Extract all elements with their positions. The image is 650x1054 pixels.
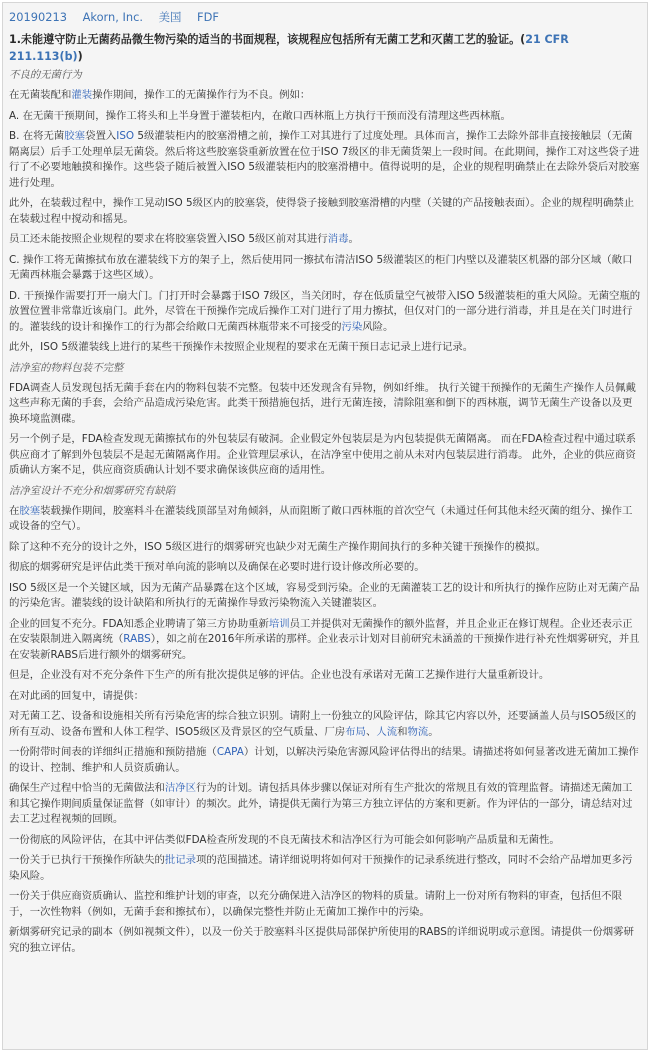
paragraph xyxy=(9,196,641,227)
country-link[interactable]: 美国 xyxy=(158,10,182,24)
glossary-link[interactable]: 洁净区 xyxy=(164,782,197,794)
paragraph xyxy=(9,925,641,956)
paragraph-text: 员工并提供对无菌操作的额外监督，并且企业正在修订规程。企业还表示正在安装限制进入隔离统（ xyxy=(9,617,633,645)
paragraph-text: 新烟雾研究记录的副本（例如视频文件），以及一份关于胶塞料斗区提供局部保护所使用的RABS的详细说明或示意图。请提供一份烟雾研究的独立评估。 xyxy=(9,926,634,954)
paragraph xyxy=(9,129,641,191)
paragraph xyxy=(9,668,641,684)
section-subheading: 洁净室的物料包装不完整 xyxy=(9,361,124,374)
paragraph-text: 在 xyxy=(9,504,20,517)
paragraph xyxy=(9,289,641,336)
glossary-link[interactable]: 胶塞 xyxy=(64,130,86,142)
paragraph-text: A. 在无菌干预期间，操作工将头和上半身置于灌装柜内，在敞口西林瓶上方执行干预而没有清理这些西林瓶。 xyxy=(9,109,511,122)
paragraph-text: 操作期间，操作工的无菌操作行为不良。例如： xyxy=(92,89,311,101)
paragraph-text: 此外，ISO 5级灌装线上进行的某些干预操作未按照企业规程的要求在无菌干预日志记录上进行记录。 xyxy=(9,341,474,353)
paragraph-text: 企业的回复不充分。FDA知悉企业聘请了第三方协助重新 xyxy=(9,617,269,630)
document-meta xyxy=(9,9,641,25)
paragraph xyxy=(9,504,641,535)
paragraph xyxy=(9,781,641,828)
paragraph xyxy=(9,889,641,920)
paragraph xyxy=(9,109,641,125)
paragraph-text: 行为的计划。请包括具体步骤以保证对所有生产批次的常规且有效的管理监督。请描述无菌加工和其它操作期间质量保证监督（如审计）的频次。此外，请提供无菌行为第三方独立评估的方案和更新。作为评估的一部分，请总结对过去工艺过程视频的回顾。 xyxy=(9,782,633,825)
paragraph-text: B. 在将无菌 xyxy=(9,130,65,142)
paragraph xyxy=(9,853,641,884)
glossary-link[interactable]: 人流 xyxy=(376,725,398,738)
glossary-link[interactable]: 污染 xyxy=(341,320,363,333)
paragraph-text: 5级灌装柜内的胶塞滑槽之前，操作工对其进行了过度处理。具体而言，操作工去除外部非直接接触层（无菌隔离层）后手工处理单层无菌袋。然后将这些胶塞袋重新放置在位于ISO 7级区的非无菌货架上一段时间。在此期间，操作工对这些袋子进行了不必要地触摸和操作。这些袋子随后被置入ISO 5级灌装柜内的胶塞滑槽中。值得说明的是，企业的规程明确禁止在去除外袋后对胶塞进行处理。 xyxy=(9,130,640,189)
paragraph xyxy=(9,833,641,849)
document-body xyxy=(9,68,641,956)
paragraph-text: 另一个例子是，FDA检查发现无菌擦拭布的外包装层有破洞。企业假定外包装层是为内包装提供无菌隔离。 而在FDA检查过程中通过联系供应商才了解到外包装层不是起无菌隔离作用。企业管理层承认，在洁净室中使用之前从未对内包装层进行消毒。 此外，企业的供应商资质确认方案不足，供应商资质确认计划不要求确保该供应商的适用性。 xyxy=(9,433,636,476)
paragraph-text: 一份关于已执行干预操作所缺失的 xyxy=(9,854,165,866)
glossary-link[interactable]: RABS xyxy=(123,633,151,645)
glossary-link[interactable]: 批记录 xyxy=(164,854,197,866)
paragraph xyxy=(9,340,641,356)
paragraph-text: 对无菌工艺、设备和设施相关所有污染危害的综合独立识别。请附上一份独立的风险评估，除其它内容以外，还要涵盖人员与ISO5级区的所有互动、设备布置和人体工程学、ISO5级区及背景区的空气质量、厂房 xyxy=(9,710,637,738)
paragraph-text: 风险。 xyxy=(362,320,394,333)
paragraph-text: 、 xyxy=(365,725,377,738)
heading-close: ) xyxy=(77,50,83,63)
company-link[interactable]: Akorn, Inc. xyxy=(82,10,143,24)
paragraph-text: FDA调查人员发现包括无菌手套在内的物料包装不完整。包装中还发现含有异物，例如纤维。 执行关键干预操作的无菌生产操作人员佩戴这些声称无菌的手套，会给产品造成污染危害。此类干预措施包括，进行无菌连接，清除阻塞和倒下的西林瓶，调节无菌生产设备以及更换环境监测碟。 xyxy=(9,381,636,425)
glossary-link[interactable]: 物流 xyxy=(407,725,429,738)
paragraph-text: 。 xyxy=(428,725,439,738)
paragraph xyxy=(9,253,641,284)
paragraph-text: 在无菌装配和 xyxy=(9,89,72,101)
paragraph-text: 员工还未能按照企业规程的要求在将胶塞袋置入ISO 5级区前对其进行 xyxy=(9,233,328,245)
glossary-link[interactable]: ISO xyxy=(116,130,135,142)
paragraph-text: 确保生产过程中恰当的无菌做法和 xyxy=(9,782,165,794)
paragraph xyxy=(9,709,641,740)
paragraph xyxy=(9,432,641,479)
paragraph xyxy=(9,581,641,612)
paragraph-text: C. 操作工将无菌擦拭布放在灌装线下方的架子上，然后使用同一擦拭布清洁ISO 5级灌装区的柜门内壁以及灌装区机器的部分区域（敞口无菌西林瓶会暴露于这些区域）。 xyxy=(9,253,633,281)
paragraph xyxy=(9,560,641,576)
agency-link[interactable]: FDF xyxy=(197,10,219,24)
observation-heading xyxy=(9,31,641,65)
paragraph-text: 袋置入 xyxy=(85,130,117,142)
glossary-link[interactable]: 消毒 xyxy=(327,233,349,245)
section-subheading: 不良的无菌行为 xyxy=(9,69,82,81)
glossary-link[interactable]: 灌装 xyxy=(71,89,93,101)
paragraph xyxy=(9,689,641,705)
glossary-link[interactable]: CAPA xyxy=(216,746,244,758)
paragraph-text: 在对此函的回复中，请提供： xyxy=(9,689,145,702)
paragraph xyxy=(9,540,641,556)
paragraph-text: 一份彻底的风险评估，在其中评估类似FDA检查所发现的不良无菌技术和洁净区行为可能会如何影响产品质量和无菌性。 xyxy=(9,833,560,846)
glossary-link[interactable]: 布局 xyxy=(345,725,366,738)
paragraph-text: 彻底的烟雾研究是评估此类干预对单向流的影响以及确保在必要时进行设计修改所必要的。 xyxy=(9,561,425,573)
paragraph-text: D. 干预操作需要打开一扇大门。门打开时会暴露于ISO 7级区，当关闭时，存在低质量空气被带入ISO 5级灌装柜的重大风险。无菌空瓶的放置位置非常靠近该扇门。此外，尽管在干预操作完成后操作工对门进行了用力擦拭，但仅对门的一部分进行消毒，并且是在关门时进行的。灌装线的设计和操作工的行为都会给敞口无菌西林瓶带来不可接受的 xyxy=(9,289,641,333)
paragraph-text: 装载操作期间，胶塞料斗在灌装线顶部呈对角倾斜，从而阻断了敞口西林瓶的首次空气（未通过任何其他未经灭菌的组分、操作工或设备的空气）。 xyxy=(9,504,633,532)
paragraph xyxy=(9,381,641,428)
paragraph-text: 项的范围描述。请详细说明将如何对干预操作的记录系统进行整改，同时不会给产品增加更多污染风险。 xyxy=(9,854,633,882)
paragraph-text: 一份附带时间表的详细纠正措施和预防措施（ xyxy=(9,746,217,758)
paragraph xyxy=(9,617,641,664)
paragraph-text: 此外，在装载过程中，操作工晃动ISO 5级区内的胶塞袋，使得袋子接触到胶塞滑槽的内壁（关键的产品接触表面）。企业的规程明确禁止在装载过程中搅动和摇晃。 xyxy=(9,197,635,225)
document-panel xyxy=(2,2,648,1050)
paragraph-text: ISO 5级区是一个关键区域，因为无菌产品暴露在这个区域，容易受到污染。企业的无菌灌装工艺的设计和所执行的操作应防止对无菌产品的污染危害。灌装线的设计缺陷和所执行的无菌操作导致污染物流入关键灌装区。 xyxy=(9,581,640,609)
paragraph xyxy=(9,88,641,104)
paragraph-text: ），如之前在2016年所承诺的那样。企业表示计划对目前研究未涵盖的干预操作进行补充性烟雾研究，并且在安装新RABS后进行额外的烟雾研究。 xyxy=(9,633,640,661)
paragraph-text: 但是，企业没有对不充分条件下生产的所有批次提供足够的评估。企业也没有承诺对无菌工艺操作进行大量重新设计。 xyxy=(9,669,550,681)
paragraph-text: 除了这种不充分的设计之外，ISO 5级区进行的烟雾研究也缺少对无菌生产操作期间执行的多种关键干预操作的模拟。 xyxy=(9,540,546,553)
glossary-link[interactable]: 培训 xyxy=(268,617,290,630)
cfr-citation-link[interactable]: 21 CFR 211.113(b) xyxy=(9,33,569,63)
paragraph xyxy=(9,232,641,248)
heading-text: 1.未能遵守防止无菌药品微生物污染的适当的书面规程，该规程应包括所有无菌工艺和灭菌工艺的验证。( xyxy=(9,33,526,46)
paragraph-text: ）计划，以解决污染危害源风险评估得出的结果。请描述将如何显著改进无菌加工操作的设计、控制、维护和人员资质确认。 xyxy=(9,746,639,774)
section-subheading: 洁净室设计不充分和烟雾研究有缺陷 xyxy=(9,484,176,497)
date-link[interactable]: 20190213 xyxy=(9,10,67,24)
paragraph-text: 一份关于供应商资质确认、监控和维护计划的审查，以充分确保进入洁净区的物料的质量。请附上一份对所有物料的审查，包括但不限于，一次性物料（例如，无菌手套和擦拭布），以确保完整性并防止无菌加工操作中的污染。 xyxy=(9,890,623,918)
paragraph xyxy=(9,745,641,776)
glossary-link[interactable]: 胶塞 xyxy=(19,504,41,517)
paragraph-text: 。 xyxy=(348,233,359,245)
paragraph-text: 和 xyxy=(397,725,408,738)
